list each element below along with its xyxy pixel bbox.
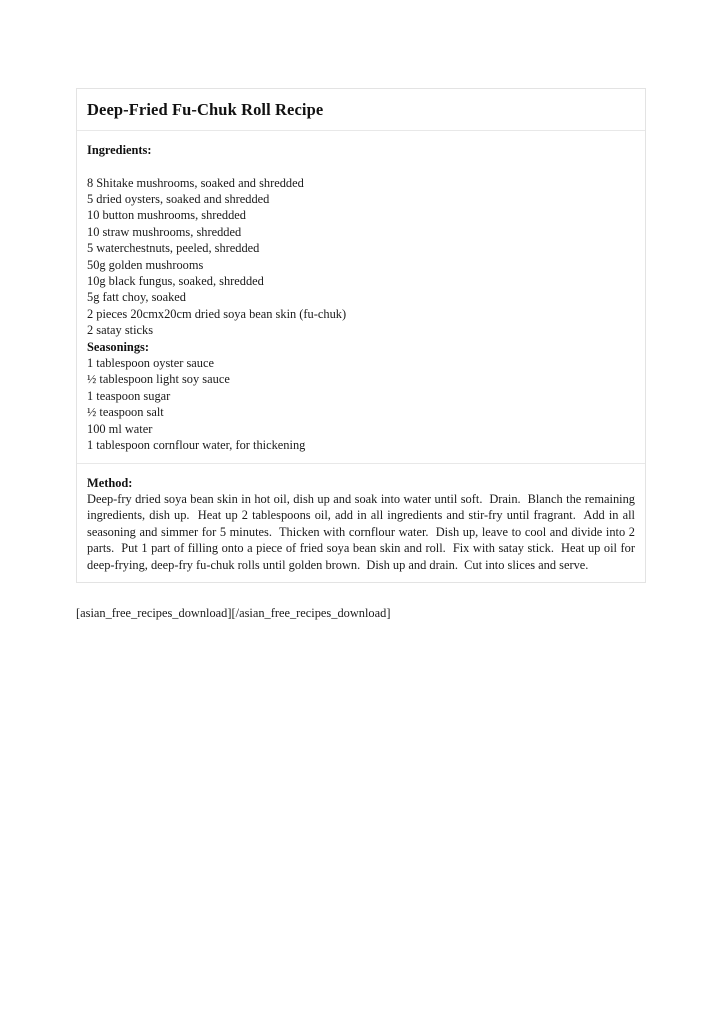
ingredients-heading: Ingredients: [87,142,152,157]
list-item: ½ tablespoon light soy sauce [87,372,230,387]
ingredients-section [77,131,645,464]
ingredients-list [87,175,635,339]
recipe-card-header [77,89,645,131]
page-title: Deep-Fried Fu-Chuk Roll Recipe [87,100,324,119]
list-item: 1 teaspoon sugar [87,388,171,403]
list-item: 10 straw mushrooms, shredded [87,224,242,239]
list-item: 100 ml water [87,421,153,436]
recipe-card [76,88,646,583]
seasonings-list [87,355,635,453]
list-item: 1 tablespoon cornflour water, for thickening [87,438,306,453]
list-item: 5 dried oysters, soaked and shredded [87,192,270,206]
heading-spacer [87,158,635,174]
list-item: 10 button mushrooms, shredded [87,208,247,223]
list-item: 8 Shitake mushrooms, soaked and shredded [87,175,304,190]
list-item: 1 tablespoon oyster sauce [87,356,214,371]
method-section [77,464,645,583]
list-item: 50g golden mushrooms [87,257,204,272]
footer-shortcode: [asian_free_recipes_download][/asian_free_recipes_download] [76,606,391,620]
list-item: 2 satay sticks [87,323,154,338]
list-item: ½ teaspoon salt [87,405,164,420]
list-item: 5 waterchestnuts, peeled, shredded [87,241,260,256]
method-body: Deep-fry dried soya bean skin in hot oil, dish up and soak into water until soft. Drain. Blanch the remaining ingredients, dish up. Heat up 2 tablespoons oil, add in all ingredients and stir-fry until fragrant. Add in all seasoning and simmer for 5 minutes. Thicken with cornflour water. Dish up, leave to cool and divide into 2 parts. Put 1 part of filling onto a piece of fried soya bean skin and roll. Fix with satay stick. Heat up oil for deep-frying, deep-fry fu-chuk rolls until golden brown. Dish up and drain. Cut into slices and serve. [87,491,639,572]
seasonings-heading: Seasonings: [87,339,149,354]
method-heading: Method: [87,475,133,490]
list-item: 10g black fungus, soaked, shredded [87,274,264,289]
list-item: 5g fatt choy, soaked [87,290,186,305]
list-item: 2 pieces 20cmx20cm dried soya bean skin (fu-chuk) [87,306,347,321]
